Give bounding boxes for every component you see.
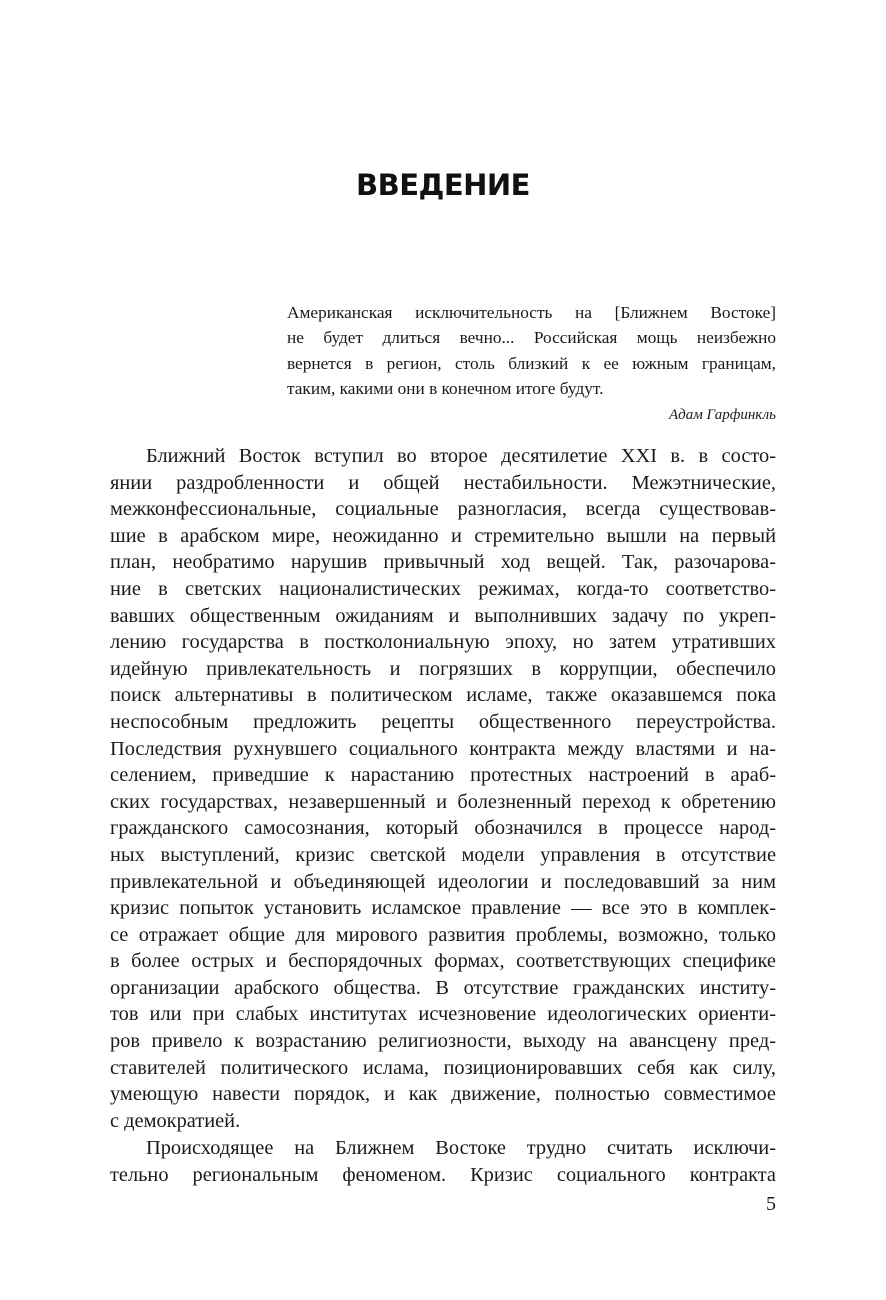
text-line: гражданского самосознания, который обозначился в процессе народ- [110,817,776,840]
text-line: план, необратимо нарушив привычный ход вещей. Так, разочарова- [110,551,776,574]
text-line: неспособным предложить рецепты общественного переустройства. [110,710,776,733]
text-line: поиск альтернативы в политическом исламе, также оказавшемся пока [110,684,776,707]
body-text [110,443,776,1189]
epigraph-line: не будет длиться вечно... Российская мощь неизбежно [287,328,776,348]
epigraph [287,300,776,425]
chapter-title: ВВЕДЕНИЕ [355,168,530,202]
paragraph-2 [110,1135,776,1188]
epigraph-line: Американская исключительность на [Ближнем Востоке] [287,303,776,322]
paragraph-1 [110,443,776,1134]
text-line: Последствия рухнувшего социального контракта между властями и на- [110,737,776,760]
text-line: ных выступлений, кризис светской модели управления в отсутствие [110,843,776,866]
text-line: межконфессиональные, социальные разногласия, всегда существовав- [110,498,776,521]
text-line: умеющую навести порядок, и как движение, полностью совместимое [110,1083,776,1106]
text-line: ние в светских националистических режимах, когда-то соответство- [110,577,776,600]
text-line: лению государства в постколониальную эпоху, но затем утративших [110,631,776,654]
text-line: привлекательной и объединяющей идеологии и последовавший за ним [110,870,776,893]
epigraph-line: вернется в регион, столь близкий к ее южным границам, [287,353,776,373]
text-line: ров привело к возрастанию религиозности, выходу на авансцену пред- [110,1030,776,1053]
page-number: 5 [766,1193,776,1215]
epigraph-line: таким, какими они в конечном итоге будут. [287,379,604,399]
text-line: идейную привлекательность и погрязших в коррупции, обеспечило [110,657,776,680]
text-line: се отражает общие для мирового развития проблемы, возможно, только [110,923,776,946]
text-line: в более острых и беспорядочных формах, соответствующих специфике [110,950,776,973]
text-line: шие в арабском мире, неожиданно и стремительно вышли на первый [110,524,776,547]
text-line: янии раздробленности и общей нестабильности. Межэтнические, [110,471,776,494]
text-line: ских государствах, незавершенный и болезненный переход к обретению [110,790,776,813]
text-line: ставителей политического ислама, позиционировавших себя как силу, [110,1056,776,1079]
text-line: вавших общественным ожиданиям и выполнивших задачу по укреп- [110,604,776,627]
text-line: тов или при слабых институтах исчезновение идеологических ориенти- [110,1003,776,1026]
text-line: организации арабского общества. В отсутствие гражданских институ- [110,976,776,999]
text-line: Ближний Восток вступил во второе десятилетие XXI в. в состо- [146,445,776,467]
text-line: тельно региональным феноменом. Кризис социального контракта [110,1164,776,1187]
epigraph-author: Адам Гарфинкль [668,406,776,423]
text-line: кризис попыток установить исламское правление — все это в комплек- [110,897,776,920]
text-line: с демократией. [110,1109,241,1132]
text-line: селением, приведшие к нарастанию протестных настроений в араб- [110,764,776,787]
text-line: Происходящее на Ближнем Востоке трудно считать исключи- [146,1137,776,1160]
